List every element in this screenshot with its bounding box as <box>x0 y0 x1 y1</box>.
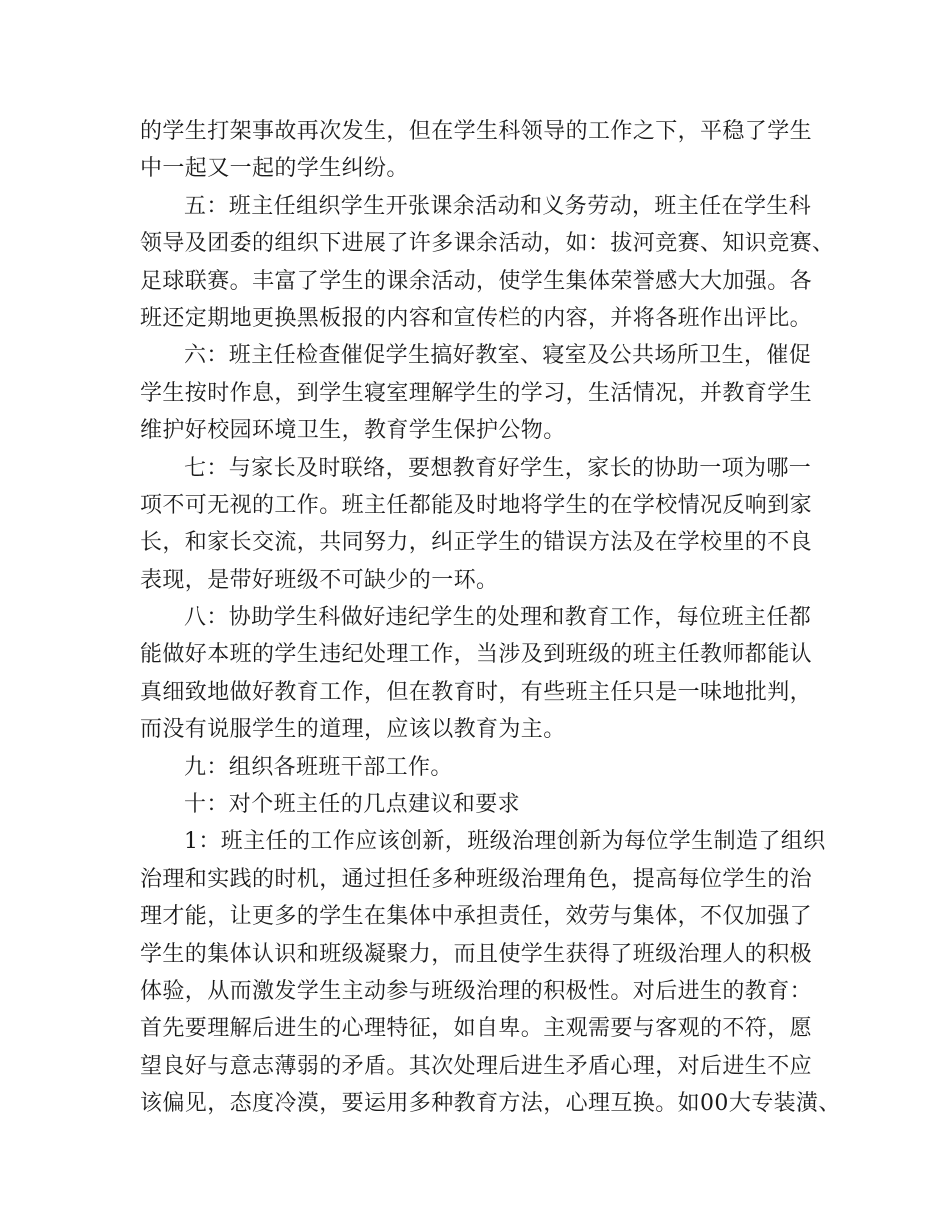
paragraph-start-line: 八：协助学生科做好违纪学生的处理和教育工作，每位班主任都 <box>184 605 812 631</box>
text-line: 维护好校园环境卫生，教育学生保护公物。 <box>140 418 566 444</box>
paragraph-start-line: 七：与家长及时联络，要想教育好学生，家长的协助一项为哪一 <box>184 455 812 481</box>
paragraph-start-line: 1：班主任的工作应该创新，班级治理创新为每位学生制造了组织 <box>184 829 826 855</box>
text-line: 学生的集体认识和班级凝聚力，而且使学生获得了班级治理人的积极 <box>140 941 813 967</box>
text-line: 领导及团委的组织下进展了许多课余活动，如：拔河竞赛、知识竞赛、 <box>140 231 835 257</box>
paragraph-start-line: 十：对个班主任的几点建议和要求 <box>184 792 521 818</box>
text-line: 中一起又一起的学生纠纷。 <box>140 156 409 182</box>
text-line: 体验，从而激发学生主动参与班级治理的积极性。对后进生的教育： <box>140 978 813 1004</box>
text-line: 能做好本班的学生违纪处理工作，当涉及到班级的班主任教师都能认 <box>140 642 813 668</box>
body-text <box>140 113 841 1123</box>
text-line: 该偏见，态度冷漠，要运用多种教育方法，心理互换。如00大专装潢、 <box>140 1091 841 1117</box>
text-line: 长，和家长交流，共同努力，纠正学生的错误方法及在学校里的不良 <box>140 530 813 556</box>
text-line: 而没有说服学生的道理，应该以教育为主。 <box>140 717 566 743</box>
paragraph-start-line: 六：班主任检查催促学生搞好教室、寝室及公共场所卫生，催促 <box>184 343 812 369</box>
text-line: 项不可无视的工作。班主任都能及时地将学生的在学校情况反响到家 <box>140 492 813 518</box>
text-line: 表现，是带好班级不可缺少的一环。 <box>140 567 499 593</box>
text-line: 学生按时作息，到学生寝室理解学生的学习，生活情况，并教育学生 <box>140 380 813 406</box>
paragraph-start-line: 五：班主任组织学生开张课余活动和义务劳动，班主任在学生科 <box>184 193 812 219</box>
text-line: 真细致地做好教育工作，但在教育时，有些班主任只是一味地批判， <box>140 679 813 705</box>
text-line: 治理和实践的时机，通过担任多种班级治理角色，提高每位学生的治 <box>140 866 813 892</box>
text-line: 望良好与意志薄弱的矛盾。其次处理后进生矛盾心理，对后进生不应 <box>140 1053 813 1079</box>
text-line: 足球联赛。丰富了学生的课余活动，使学生集体荣誉感大大加强。各 <box>140 268 813 294</box>
text-line: 的学生打架事故再次发生，但在学生科领导的工作之下，平稳了学生 <box>140 119 813 144</box>
paragraph-start-line: 九：组织各班班干部工作。 <box>184 754 453 780</box>
text-line: 班还定期地更换黑板报的内容和宣传栏的内容，并将各班作出评比。 <box>140 305 813 331</box>
text-line: 理才能，让更多的学生在集体中承担责任，效劳与集体，不仅加强了 <box>140 904 813 930</box>
text-line: 首先要理解后进生的心理特征，如自卑。主观需要与客观的不符，愿 <box>140 1016 813 1042</box>
